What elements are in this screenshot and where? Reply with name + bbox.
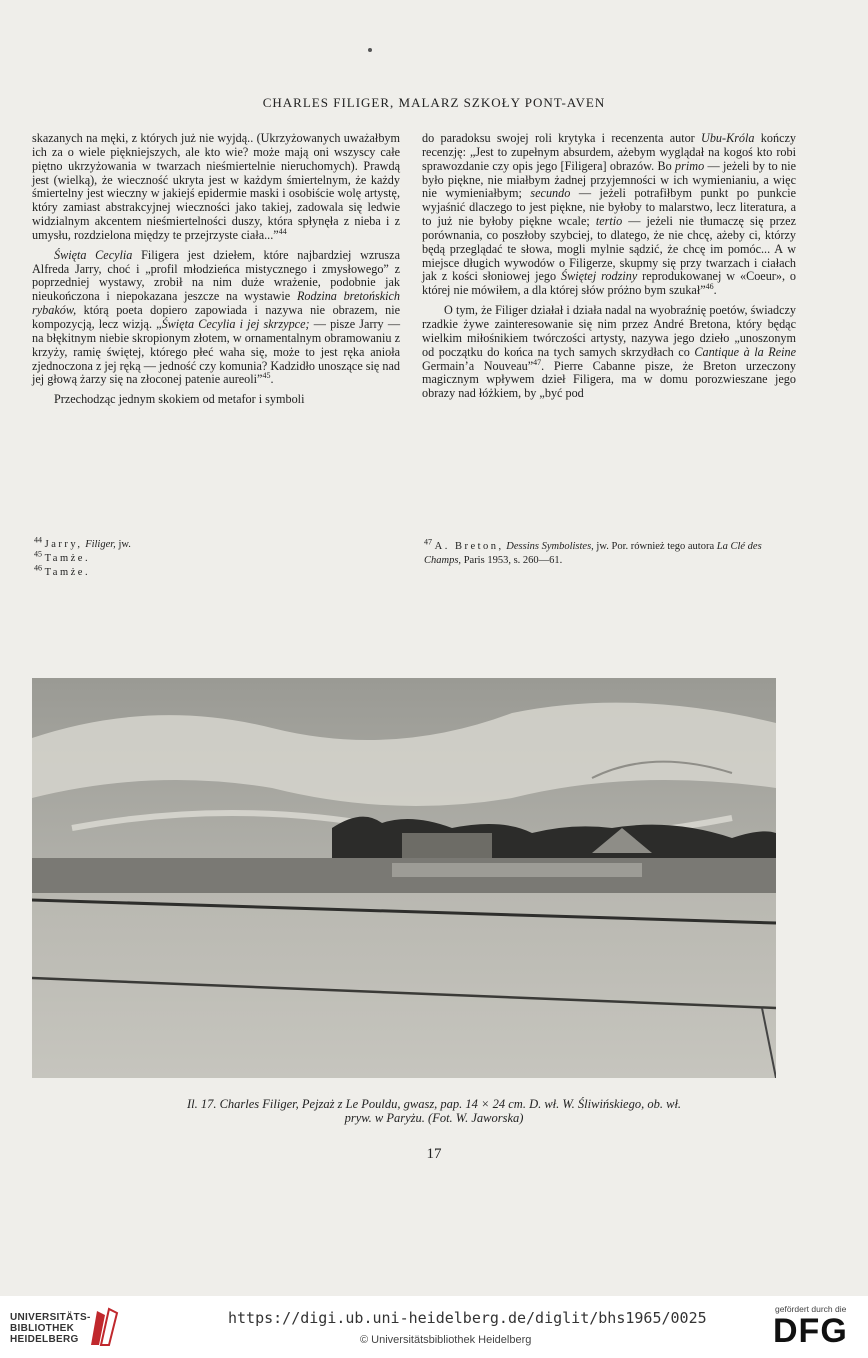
footnote: $^{47}$ A. Breton, Dessins Symbolistes, jw. Por. również tego autora La Clé des Champs, Paris 1953, s. 260—61.	[424, 537, 762, 566]
paragraph: do paradoksu swojej roli krytyka i recenzenta autor Ubu-Króla kończy recenzję: „Jest to zupełnym absurdem, ażebym wyglądał na kogoś kto robi sprawozdanie czy opis jego [Filigera] obrazów. Bo primo — jeżeli by to nie było piękne, nie miałbym żadnej przyjemności w ich wymienianiu, a więc nie wymieniałbym; secundo — jeżeli potrafiłbym punkt po punkcie wyjaśnić dlaczego to jest piękne, nie byłoby to malarstwo, lecz literatura, a to już nie byłoby piękne wcale; tertio — jeżeli nie tłumaczę się przez porównania, co poszłoby szybciej, to dlatego, że nie chcę, ażeby ci, którzy będą przeglądać te słowa, mogli mylnie sądzić, że chcę im pomóc... A w miejsce długich wywodów o Filigerze, skupmy się przy twarzach i ciałach jak z kości słoniowej jego Świętej rodziny reprodukowanej w «Coeur», o której nie mówiłem, a dla której słów próżno bym szukał”$^{46}$.	[422, 131, 797, 298]
footnote-ref: 45	[262, 371, 271, 381]
library-logo-text: UNIVERSITÄTS- BIBLIOTHEK HEIDELBERG	[10, 1312, 91, 1345]
paragraph: skazanych na męki, z których już nie wyjdą.. (Ukrzyżowanych uważałbym ich za o wiele piękniejszych, ale kto wie? może mają oni wszyscy całe piętno ukrzyżowania w twarzach nieśmiertelnie nieruchomych). Prawdą jest (wielką), że wieczność ukryta jest w każdym śmiertelnym, że każdy śmiertelny jest wieczny w jakiejś epidermie maski i osobiście wolę artystę, który zamiast abstrakcyjnej wieczności jako takiej, zadowala się ledwie widzialnym akcentem nieśmiertelności duszy, która spłynęła z nieba i z umysłu, rozdzielona między te przejrzyste ciała...”$^{44}$	[32, 131, 400, 242]
permalink-url[interactable]: https://digi.ub.uni-heidelberg.de/diglit/bhs1965/0025	[228, 1309, 707, 1327]
dfg-logo: DFG	[773, 1312, 848, 1350]
page-number: 17	[426, 1146, 442, 1162]
paragraph: Przechodząc jednym skokiem od metafor i symboli	[54, 392, 305, 407]
paragraph: Święta Cecylia Filigera jest dziełem, które najbardziej wzrusza Alfreda Jarry, choć i „profil młodzieńca mistycznego i zmysłowego” z poprzedniej wystawy, zrobił na nim duże wrażenie, podobnie jak nieukończona i niepokazana jeszcze na wystawie Rodzina bretońskich rybaków, którą poeta dopiero zapowiada i nazywa nie obrazem, nie kompozycją, lecz wizją. „Święta Cecylia i jej skrzypce; — pisze Jarry — na błękitnym niebie skropionym złotem, w ornamentalnym obramowaniu z krzyży, ramię świętej, którego płeć waha się, może to jest ręka anioła zjednoczona z jej ręką — jedność czy komunia? Kadzidło unoszące się nad jej głową żarzy się na złoconej patenie aureoli”$^{45}$.	[32, 247, 401, 387]
footnote-ref: 46	[705, 282, 714, 292]
paragraph: O tym, że Filiger działał i działa nadal na wyobraźnię poetów, świadczy rzadkie żywe zainteresowanie się nim przez André Bretona, który będąc wielkim miłośnikiem twórczości artysty, nazywa jego dzieło „unoszonym od początku do końca na tych samych skrzydłach co Cantique à la Reine Germain’a Nouveau”$^{47}$. Pierre Cabanne pisze, że Breton urzeczony magicznym wpływem dzieł Filigera, ma w domu porozwieszane jego obrazy nad łóżkiem, by „być pod	[422, 303, 797, 401]
figure-caption: Il. 17. Charles Filiger, Pejzaż z Le Pouldu, gwasz, pap. 14 × 24 cm. D. wł. W. Śliwińskiego, ob. wł. pryw. w Paryżu. (Fot. W. Jaworska)	[186, 1097, 682, 1125]
right-text-column	[422, 132, 796, 401]
footnote-right	[424, 537, 796, 568]
wall	[392, 863, 642, 877]
footnote: $^{46}$ Tamże.	[34, 563, 91, 578]
copyright-notice: © Universitätsbibliothek Heidelberg	[360, 1334, 532, 1346]
left-text-column	[32, 132, 400, 407]
page-mark	[368, 48, 372, 52]
viewer-footer	[0, 1296, 868, 1358]
funding-note: gefördert durch die	[775, 1304, 847, 1314]
footnote-ref: 44	[278, 226, 287, 236]
footnotes-left	[34, 535, 394, 580]
library-logo-icon	[87, 1305, 121, 1349]
footnote: $^{45}$ Tamże.	[34, 549, 91, 564]
landscape-illustration	[32, 678, 776, 1078]
footnote: $^{44}$ Jarry, Filiger, jw.	[34, 535, 131, 550]
running-title: CHARLES FILIGER, MALARZ SZKOŁY PONT-AVEN	[262, 95, 606, 110]
footnote-ref: 47	[533, 357, 542, 367]
